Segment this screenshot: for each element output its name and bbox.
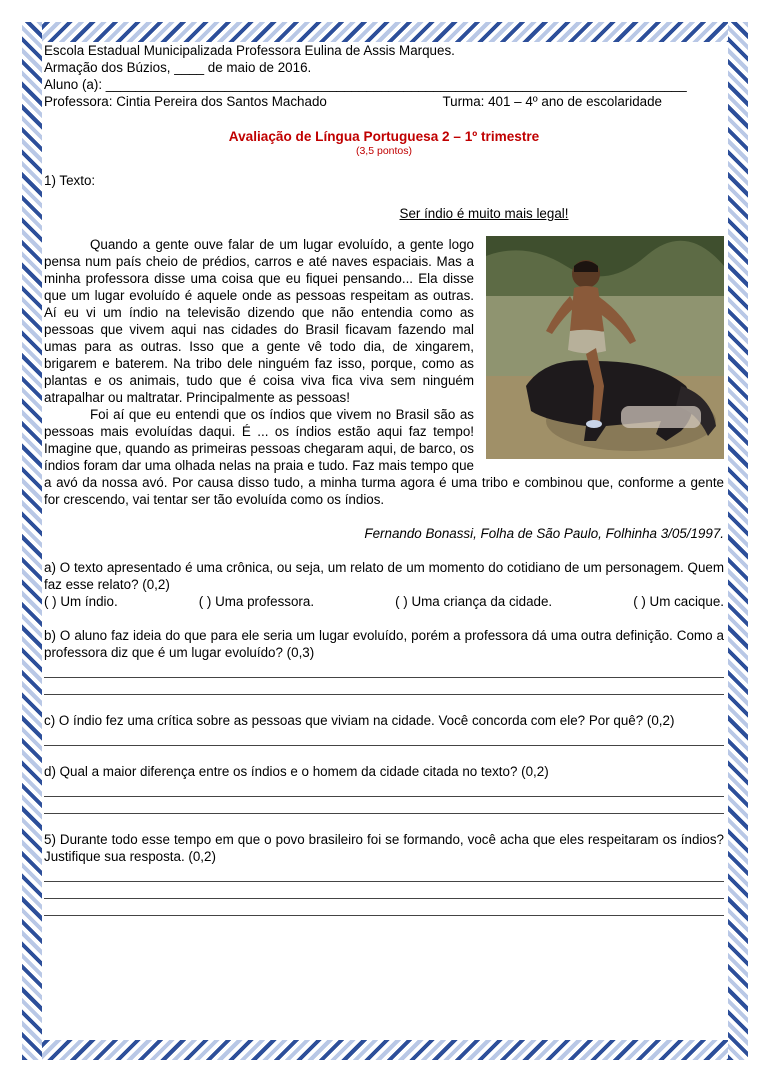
option-crianca[interactable]: ( ) Uma criança da cidade. (395, 594, 553, 609)
school-name: Escola Estadual Municipalizada Professora Eulina de Assis Marques. (44, 43, 455, 58)
answer-line-b2[interactable] (44, 678, 724, 695)
question-a-options (44, 593, 724, 610)
text-title: Ser índio é muito mais legal! (399, 206, 569, 221)
answer-line-d2[interactable] (44, 797, 724, 814)
option-indio[interactable]: ( ) Um índio. (44, 594, 118, 609)
option-cacique[interactable]: ( ) Um cacique. (633, 594, 724, 609)
teacher-name: Professora: Cintia Pereira dos Santos Machado (44, 94, 327, 109)
answer-line-5c[interactable] (44, 899, 724, 916)
page-border-right (728, 22, 748, 1060)
question-b: b) O aluno faz ideia do que para ele seria um lugar evoluído, porém a professora dá uma outra definição. Como a professora diz que é um lugar evoluído? (0,3) (44, 628, 724, 660)
reading-text (44, 236, 724, 508)
place-date: Armação dos Búzios, ____ de maio de 2016. (44, 60, 312, 75)
paragraph-2: Foi aí que eu entendi que os índios que vivem no Brasil são as pessoas mais evoluídas daqui. É ... os índios estão aqui faz tempo! Imagine que, quando as primeiras pessoas chegaram aqui, de barco, os índios foram dar uma olhada nelas na praia e tudo. Faz mais tempo que a avó da nossa avó. Por causa disso tudo, a minha turma agora é uma tribo e combinou que, conforme a gente for crescendo, vai tentar ser tão evoluída como os índios. (44, 407, 724, 507)
exam-title: Avaliação de Língua Portuguesa 2 – 1º trimestre (228, 129, 540, 144)
paragraph-1: Quando a gente ouve falar de um lugar evoluído, a gente logo pensa num país cheio de prédios, carros e até naves espaciais. Mas a minha professora disse uma coisa que eu fiquei pensando... Ela disse que um lugar evoluído é aquele onde as pessoas respeitam as outras. Aí eu vi um índio na televisão dizendo que não entendia como as pessoas que vivem aqui nas cidades do Brasil ficavam fazendo mal umas para as outras. Isso que a gente vê todo dia, de xingarem, brigarem e baterem. Na tribo dele ninguém faz isso, porque, como as plantas e os animais, tudo que é coisa viva fica viva sem ninguém atrapalhar ou maltratar. Principalmente as pessoas! (44, 237, 474, 405)
question-d: d) Qual a maior diferença entre os índios e o homem da cidade citada no texto? (0,2) (44, 764, 549, 779)
class-info: Turma: 401 – 4º ano de escolaridade (442, 94, 662, 109)
answer-line-5b[interactable] (44, 882, 724, 899)
answer-line-c1[interactable] (44, 729, 724, 746)
student-name-field[interactable]: Aluno (a): ______________________________________________________________________________ (44, 77, 687, 92)
text-author: Fernando Bonassi, Folha de São Paulo, Folhinha 3/05/1997. (364, 526, 724, 541)
answer-line-5a[interactable] (44, 865, 724, 882)
page-border-top (22, 22, 748, 42)
option-professora[interactable]: ( ) Uma professora. (198, 594, 315, 609)
answer-line-d1[interactable] (44, 780, 724, 797)
answer-line-b1[interactable] (44, 661, 724, 678)
question-5: 5) Durante todo esse tempo em que o povo brasileiro foi se formando, você acha que eles respeitaram os índios? Justifique sua resposta. (0,2) (44, 832, 724, 864)
question-a: a) O texto apresentado é uma crônica, ou seja, um relato de um momento do cotidiano de um personagem. Quem faz esse relato? (0,2) (44, 560, 724, 592)
teacher-class-row (44, 93, 724, 110)
exam-points: (3,5 pontos) (355, 145, 413, 157)
page-border-bottom (22, 1040, 748, 1060)
page-border-left (22, 22, 42, 1060)
question-c: c) O índio fez uma crítica sobre as pessoas que viviam na cidade. Você concorda com ele? Por quê? (0,2) (44, 713, 675, 728)
boy-on-tapir-photo (486, 236, 724, 459)
section-label-text: 1) Texto: (44, 173, 96, 188)
exam-page (44, 42, 724, 1032)
